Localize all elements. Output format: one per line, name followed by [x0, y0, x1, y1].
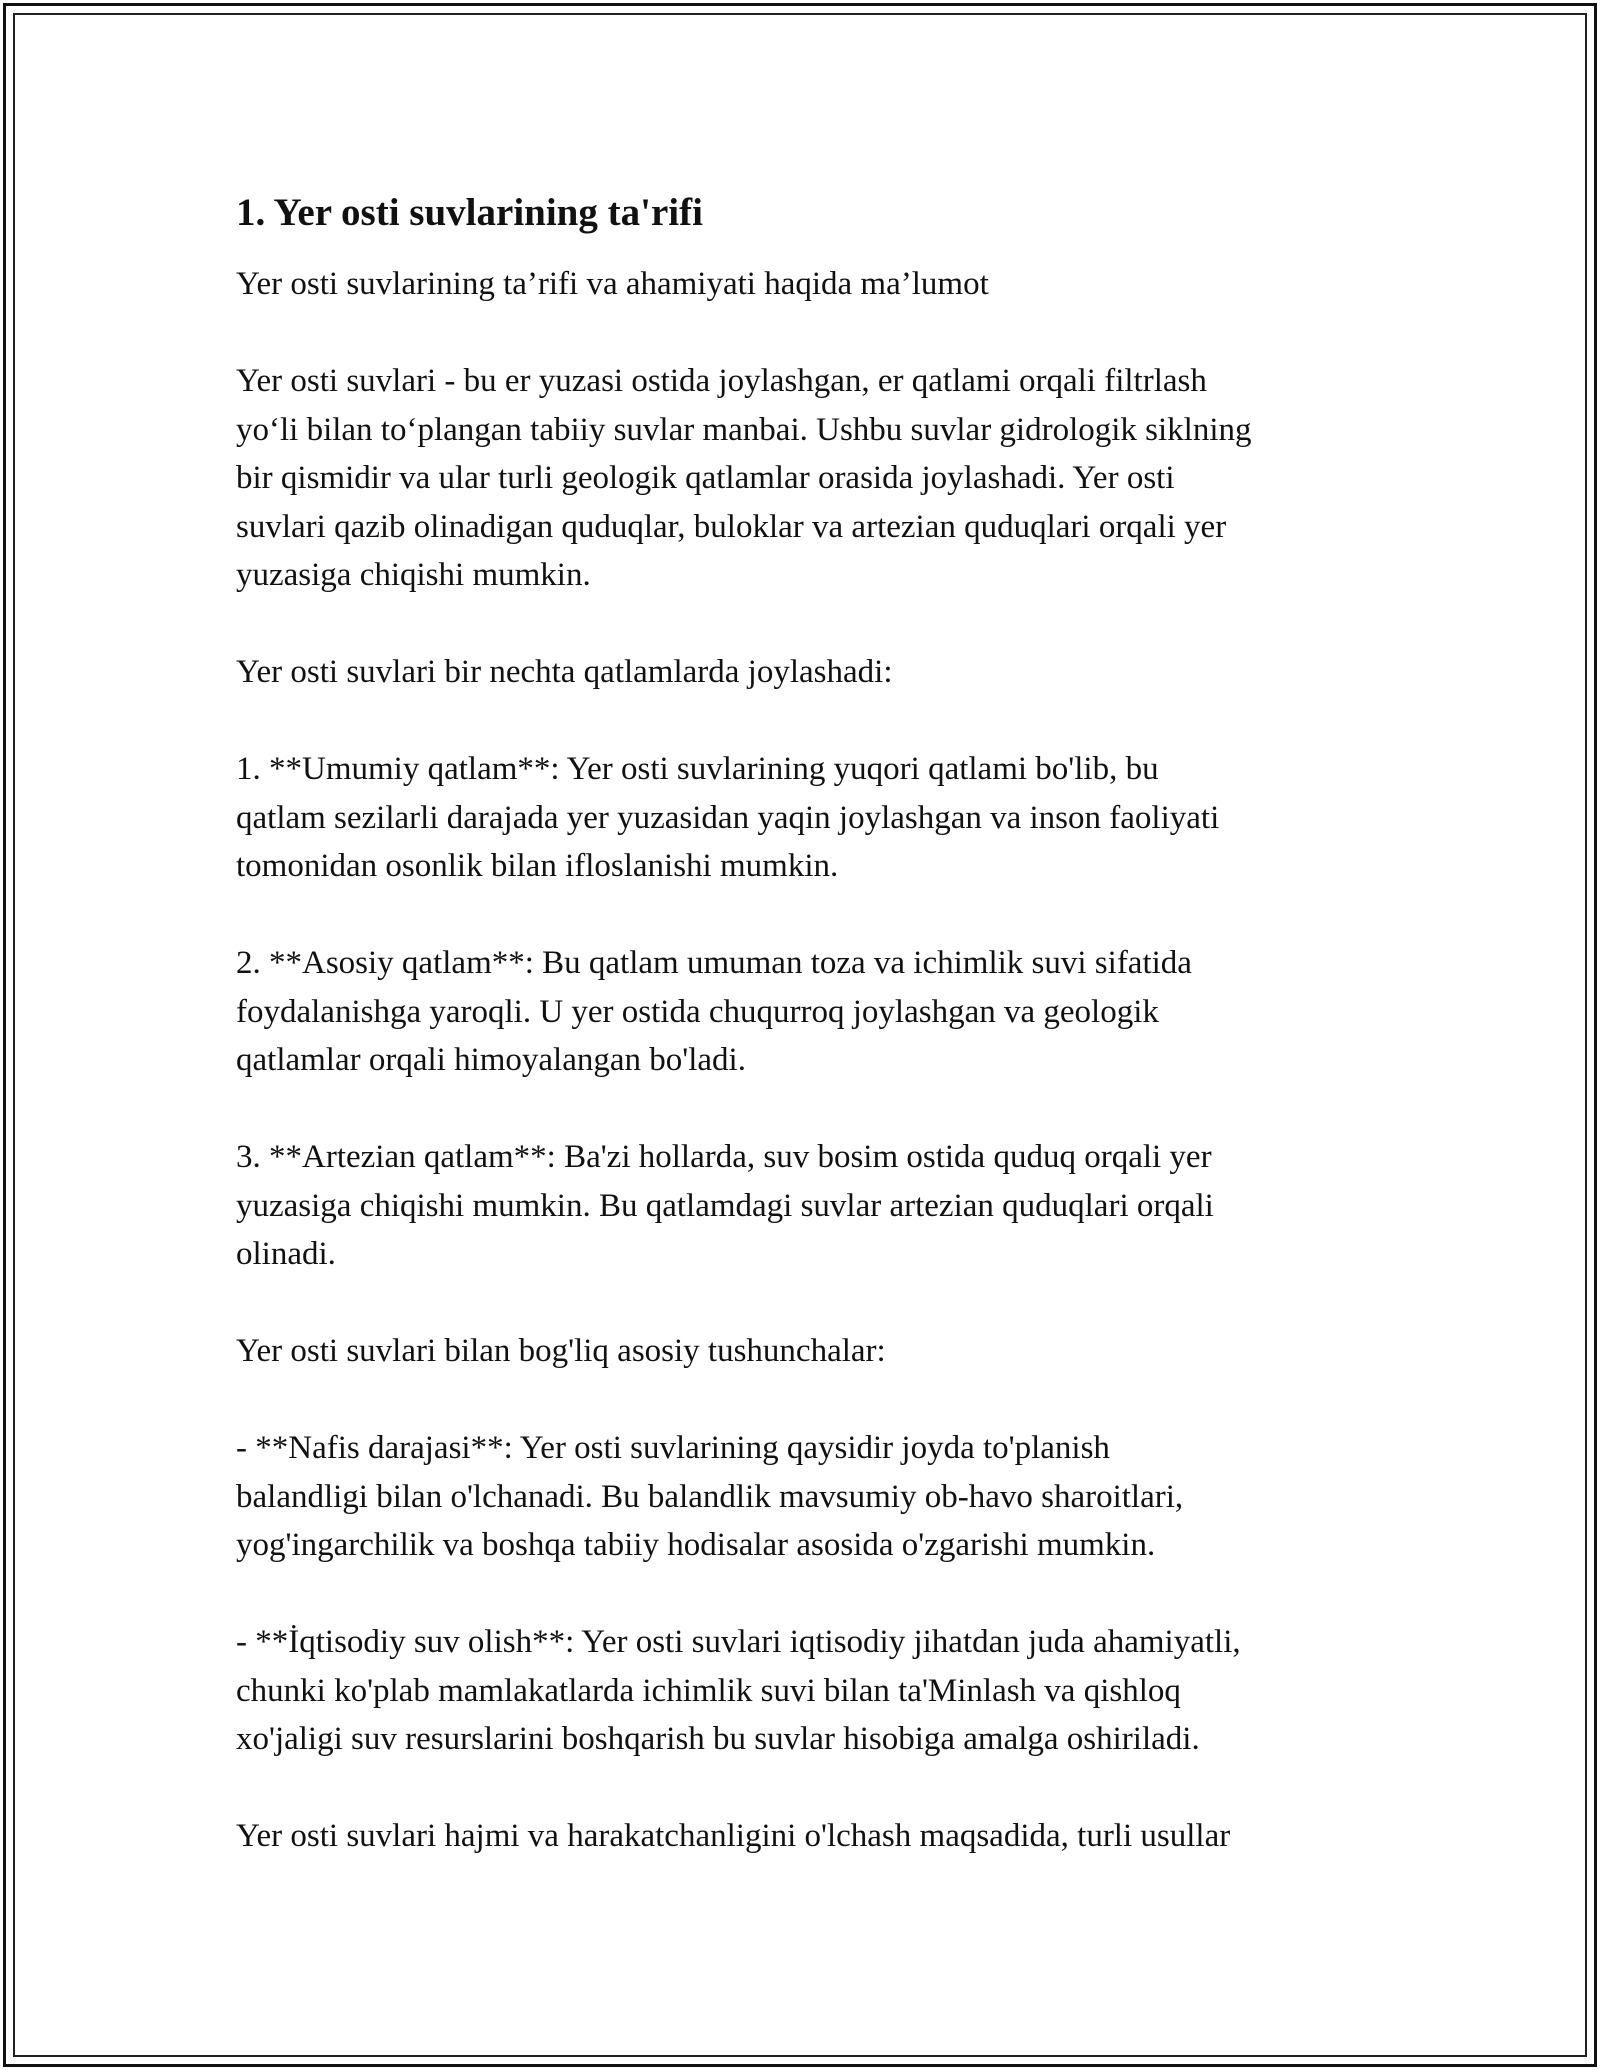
- concept-item-economic: - **İqtisodiy suv olish**: Yer osti suvlari iqtisodiy jihatdan juda ahamiyatli, chunki ko'plab mamlakatlarda ichimlik suvi bilan ta'Minlash va qishloq xo'jaligi suv resurslarini boshqarish bu suvlar hisobiga amalga oshiriladi.: [236, 1624, 1241, 1757]
- layer-item-main: 2. **Asosiy qatlam**: Bu qatlam umuman toza va ichimlik suvi sifatida foydalanishga yaroqli. U yer ostida chuqurroq joylashgan va geologik qatlamlar orqali himoyalangan bo'ladi.: [236, 945, 1192, 1078]
- layers-intro-paragraph: Yer osti suvlari bir nechta qatlamlarda joylashadi:: [236, 654, 893, 690]
- measurement-paragraph: Yer osti suvlari hajmi va harakatchanligini o'lchash maqsadida, turli usullar: [236, 1818, 1231, 1854]
- subtitle-paragraph: Yer osti suvlarining ta’rifi va ahamiyati haqida ma’lumot: [236, 266, 989, 302]
- layer-item-artesian: 3. **Artezian qatlam**: Ba'zi hollarda, suv bosim ostida quduq orqali yer yuzasiga chiqishi mumkin. Bu qatlamdagi suvlar artezian quduqlari orqali olinadi.: [236, 1139, 1214, 1272]
- document-body: [236, 188, 1376, 1909]
- concept-item-level: - **Nafis darajasi**: Yer osti suvlarining qaysidir joyda to'planish balandligi bilan o'lchanadi. Bu balandlik mavsumiy ob-havo sharoitlari, yog'ingarchilik va boshqa tabiiy hodisalar asosida o'zgarishi mumkin.: [236, 1430, 1184, 1563]
- layer-item-general: 1. **Umumiy qatlam**: Yer osti suvlarining yuqori qatlami bo'lib, bu qatlam sezilarli darajada yer yuzasidan yaqin joylashgan va inson faoliyati tomonidan osonlik bilan ifloslanishi mumkin.: [236, 751, 1220, 884]
- definition-paragraph: Yer osti suvlari - bu er yuzasi ostida joylashgan, er qatlami orqali filtrlash yo‘li bilan to‘plangan tabiiy suvlar manbai. Ushbu suvlar gidrologik siklning bir qismidir va ular turli geologik qatlamlar orasida joylashadi. Yer osti suvlari qazib olinadigan quduqlar, buloklar va artezian quduqlari orqali yer yuzasiga chiqishi mumkin.: [236, 363, 1252, 593]
- concepts-intro-paragraph: Yer osti suvlari bilan bog'liq asosiy tushunchalar:: [236, 1333, 886, 1369]
- section-heading: 1. Yer osti suvlarining ta'rifi: [236, 191, 703, 234]
